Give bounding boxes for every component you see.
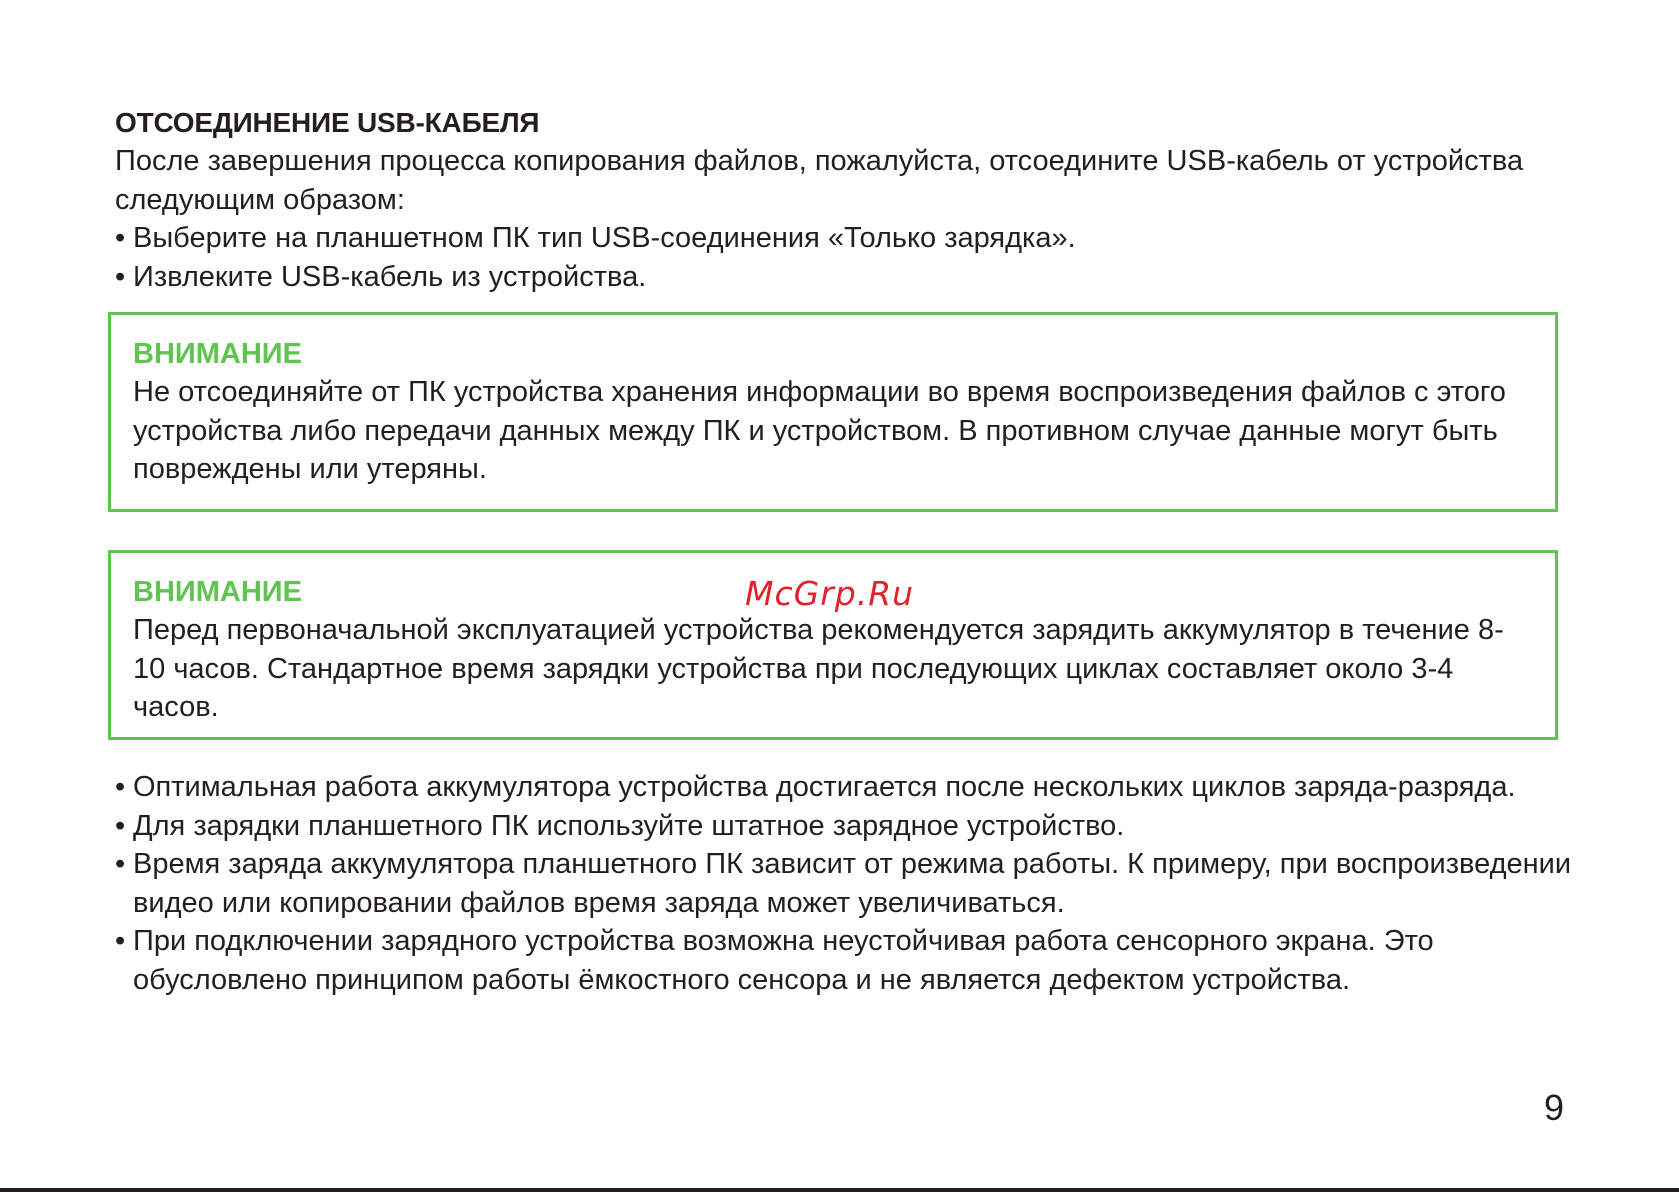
bottom-divider <box>0 1188 1679 1192</box>
watermark: McGrp.Ru <box>745 574 915 613</box>
warning-title: ВНИМАНИЕ <box>133 338 302 370</box>
list-item: • Время заряда аккумулятора планшетного ПК зависит от режима работы. К примеру, при воспроизведении видео или копировании файлов время заряда может увеличиваться. <box>115 845 1585 922</box>
usb-disconnect-section <box>115 104 1555 296</box>
battery-notes-section <box>115 768 1585 999</box>
section-heading: ОТСОЕДИНЕНИЕ USB-КАБЕЛЯ <box>115 107 540 138</box>
section-intro: После завершения процесса копирования файлов, пожалуйста, отсоедините USB-кабель от устройства следующим образом: <box>115 145 1524 216</box>
list-item: • При подключении зарядного устройства возможна неустойчивая работа сенсорного экрана. Это обусловлено принципом работы ёмкостного сенсора и не является дефектом устройства. <box>115 922 1585 999</box>
warning-text: Не отсоединяйте от ПК устройства хранения информации во время воспроизведения файлов с этого устройства либо передачи данных между ПК и устройством. В противном случае данные могут быть повреждены или утеряны. <box>133 376 1506 485</box>
list-item: • Оптимальная работа аккумулятора устройства достигается после нескольких циклов заряда-разряда. <box>115 768 1585 807</box>
warning-box-data-loss <box>108 312 1558 512</box>
warning-title: ВНИМАНИЕ <box>133 576 302 608</box>
list-item: • Выберите на планшетном ПК тип USB-соединения «Только зарядка». <box>115 219 1555 258</box>
page-number: 9 <box>1543 1087 1564 1128</box>
warning-text: Перед первоначальной эксплуатацией устройства рекомендуется зарядить аккумулятор в течение 8-10 часов. Стандартное время зарядки устройства при последующих циклах составляет около 3-4 часов. <box>133 614 1504 723</box>
battery-notes-list <box>115 768 1585 999</box>
list-item: • Для зарядки планшетного ПК используйте штатное зарядное устройство. <box>115 807 1585 846</box>
list-item: • Извлеките USB-кабель из устройства. <box>115 258 1555 297</box>
usb-steps-list <box>115 219 1555 296</box>
